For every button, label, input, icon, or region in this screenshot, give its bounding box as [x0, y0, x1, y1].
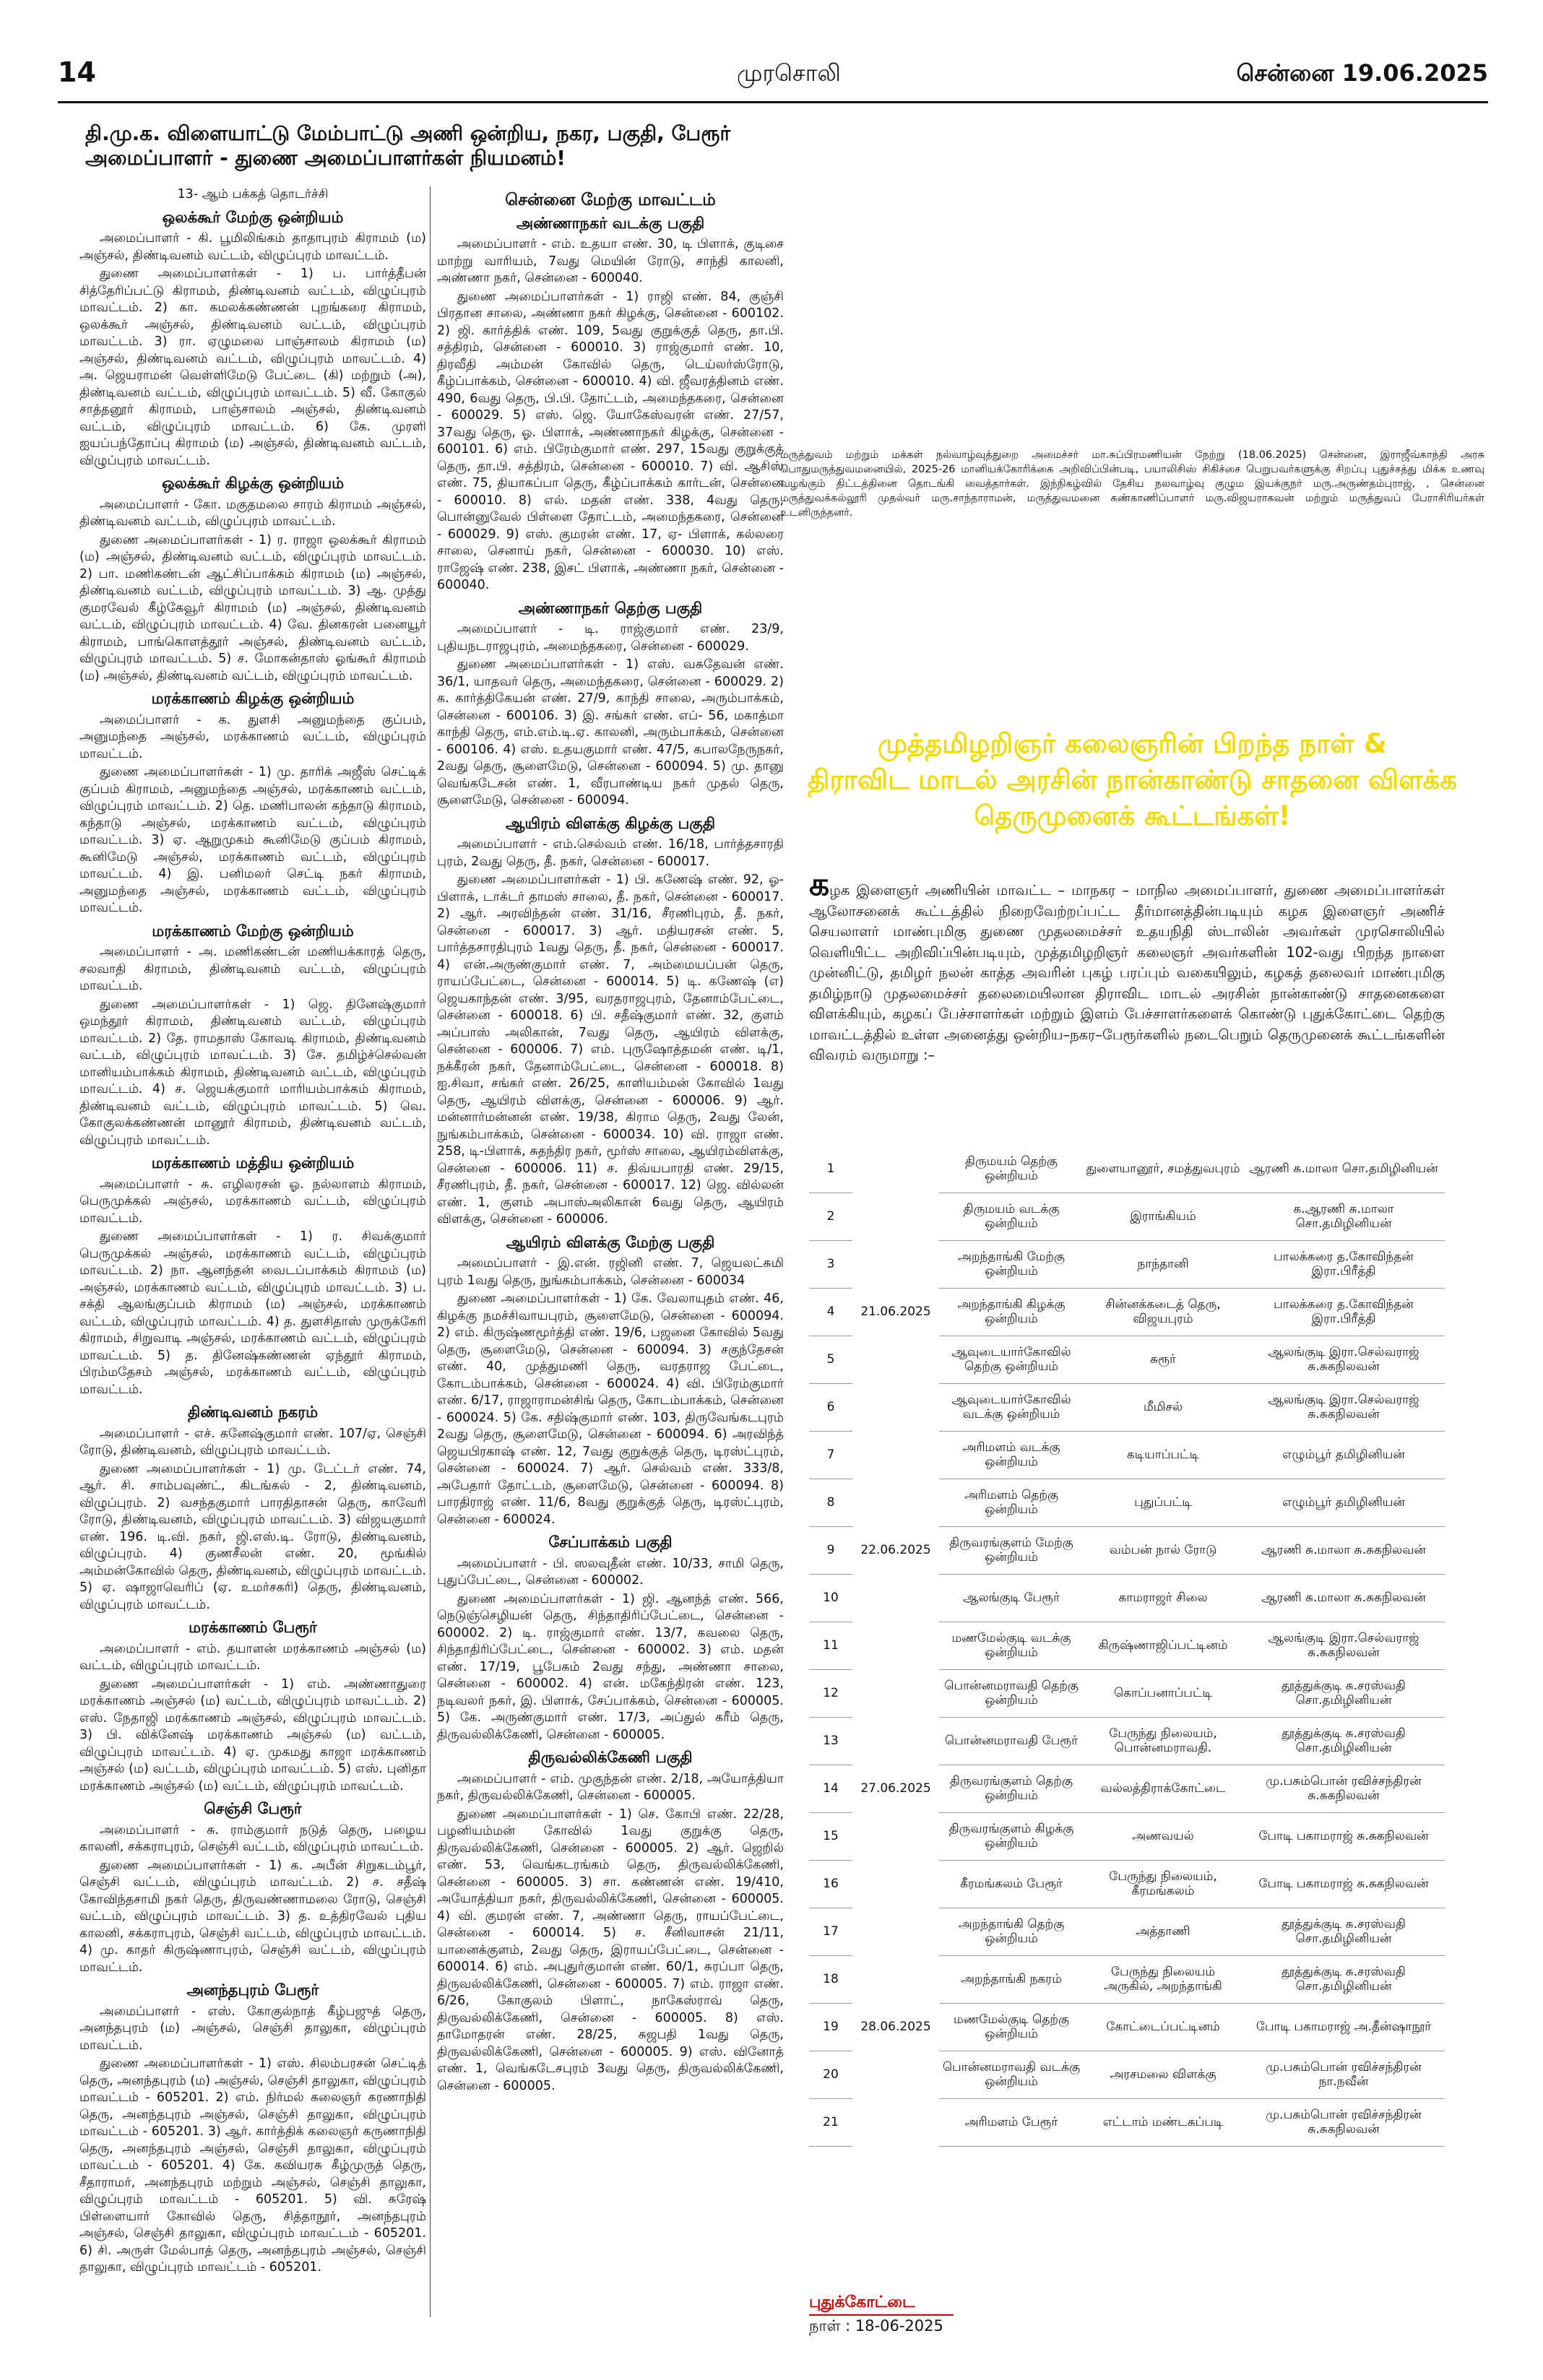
footer-rule — [809, 2314, 954, 2316]
row-place: மீமிசல் — [1084, 1383, 1242, 1431]
row-number: 13 — [809, 1717, 852, 1765]
row-place: வம்பன் நால் ரோடு — [1084, 1526, 1242, 1574]
row-speakers: போடி பகாமராஜ் சு.சுகநிலவன் — [1242, 1860, 1445, 1908]
row-place: அத்தாணி — [1084, 1908, 1242, 1955]
row-place: கொப்பனாப்பட்டி — [1084, 1669, 1242, 1717]
row-date — [852, 1860, 939, 1908]
row-number: 7 — [809, 1431, 852, 1479]
section-paragraph: அமைப்பாளர் - எம்.செல்வம் எண். 16/18, பார்த்தசாரதி புரம், 2வது தெரு, தீ. நகர், சென்னை - 600017. — [437, 837, 784, 869]
date-line: சென்னை 19.06.2025 — [1236, 59, 1488, 87]
section-paragraph: அமைப்பாளர் - எஸ். கோகுல்நாத் கீழ்பஜுத் தெரு, அனந்தபுரம் (ம) அஞ்சல், செஞ்சி தாலுகா, விழுப்புரம் மாவட்டம். — [79, 2004, 426, 2053]
schedule-row — [809, 1145, 1445, 1193]
section-paragraph: துணை அமைப்பாளர்கள் - 1) எஸ். வசுதேவன் எண். 36/1, யாதவர் தெரு, அமைந்தகரை, சென்னை - 600029. 2) க. கார்த்திகேயன் எண். 27/9, காந்தி சாலை, அரும்பாக்கம், சென்னை - 600106. 3) இ. சங்கர் எண். எப்- 56, மகாத்மா காந்தி தெரு, எம்.எம்.டி.ஏ. காலனி, அரும்பாக்கம், சென்னை - 600106. 4) எஸ். உதயகுமார் எண். 47/5, கபாலநேருநகர், 2வது தெரு, சூளைமேடு, சென்னை - 600094. 5) மு. தானு வெங்கடேசன் எண். 1, வீரபாண்டிய நகர் முதல் தெரு, சூளைமேடு, சென்னை - 600094. — [437, 657, 784, 808]
banner-line-2: திராவிட மாடல் அரசின் நான்காண்டு சாதனை விளக்க — [808, 764, 1457, 795]
column-2-sections — [437, 215, 784, 2095]
column-divider — [430, 186, 431, 2317]
row-speakers: மு.பசும்பொன் ரவிச்சந்திரன் நா.நவீன் — [1242, 2051, 1445, 2098]
row-union: அறந்தாங்கி கிழக்கு ஒன்றியம் — [939, 1288, 1084, 1336]
row-date: 27.06.2025 — [860, 1781, 931, 1796]
section-paragraph: துணை அமைப்பாளர்கள் - 1) பி. கணேஷ் எண். 92, ஓ-பிளாக், டாக்டர் தாமஸ் சாலை, தீ. நகர், சென்னை - 600017. 2) ஆர். அரவிந்தன் எண். 31/16, சீரணிபுரம், தீ. நகர், சென்னை - 600017. 3) ஆர். மதியரசன் எண். 5, பார்த்தசாரதிபுரம் 1வது தெரு, தீ. நகர், சென்னை - 600017. 4) என்.அருண்குமார் எண். 7, அம்மையப்பன் தெரு, ராயப்பேட்டை, சென்னை - 600014. 5) டி. கணேஷ் (எ) ஜெயகாந்தன் எண். 3/95, வரதராஜபுரம், தேனாம்பேட்டை, சென்னை - 600018. 6) பி. சதீஷ்குமார் எண். 32, குளம் அப்பாஸ் அலிகான், 7வது தெரு, ஆயிரம் விளக்கு, சென்னை - 600006. 7) எம். புருஷோத்தமன் எண். டி/1, நக்கீரன் நகர், தேனாம்பேட்டை, சென்னை - 600018. 8) ஐ.சிவா, சங்கர் எண். 26/25, காளியம்மன் கோவில் 1வது தெரு, ஆயிரம் விளக்கு, சென்னை - 600006. 9) ஆர். மன்னார்மன்னன் எண். 19/38, கிராம தெரு, 2வது லேன், நுங்கம்பாக்கம், சென்னை - 600034. 10) வி. ராஜா எண். 258, டி-பிளாக், சுதந்திர நகர், மூர்ஸ் சாலை, ஆயிரம்விளக்கு, சென்னை - 600006. 11) ச. திவ்யபாரதி எண். 29/15, சீரணிபுரம், தீ. நகர், சென்னை - 600017. 12) ஜெ. வில்லன் எண். 1, குளம் அபாஸ்அலிகான் 6வது தெரு, ஆயிரம் விளக்கு, சென்னை - 600006. — [437, 873, 784, 1226]
row-date — [852, 1622, 939, 1669]
row-union: திருமயம் வடக்கு ஒன்றியம் — [939, 1193, 1084, 1240]
schedule-row — [809, 1812, 1445, 1860]
row-union: கீரமங்கலம் பேரூர் — [939, 1860, 1084, 1908]
section-paragraph: துணை அமைப்பாளர்கள் - 1) ர. ராஜா ஒலக்கூர் கிராமம் (ம) அஞ்சல், திண்டிவனம் வட்டம், விழுப்புரம் மாவட்டம். 2) பா. மணிகண்டன் ஆட்சிப்பாக்கம் கிராமம் (ம) அஞ்சல், திண்டிவனம் வட்டம், விழுப்புரம் மாவட்டம். 3) ஆ. முத்து குமரவேல் கீழ்கேவூர் கிராமம் (ம) அஞ்சல், திண்டிவனம் வட்டம், விழுப்புரம் மாவட்டம். 4) வே. தினகரன் பனையூர் கிராமம், பாங்கொளத்தூர் அஞ்சல், திண்டிவனம் வட்டம், விழுப்புரம் மாவட்டம். 5) ச. மோகன்தாஸ் ஓங்கூர் கிராமம் (ம) அஞ்சல், திண்டிவனம் வட்டம், விழுப்புரம் மாவட்டம். — [79, 532, 426, 683]
section-paragraph: அமைப்பாளர் - சு. ராம்குமார் நடுத் தெரு, பழைய காலனி, சக்கராபுரம், செஞ்சி வட்டம், விழுப்புரம் மாவட்டம். — [79, 1822, 426, 1854]
row-speakers: எழும்பூர் தமிழினியன் — [1242, 1479, 1445, 1526]
row-place: பேருந்து நிலையம், கீரமங்கலம் — [1084, 1860, 1242, 1908]
section-paragraph: அமைப்பாளர் - எம். முகுந்தன் எண். 2/18, அயோத்தியா நகர், திருவல்லிக்கேணி, சென்னை - 600005. — [437, 1771, 784, 1803]
masthead — [58, 56, 1488, 90]
row-number: 3 — [809, 1240, 852, 1288]
footer-district: புதுக்கோட்டை — [809, 2293, 915, 2311]
row-date — [852, 1479, 939, 1526]
row-place: அரசமலை விளக்கு — [1084, 2051, 1242, 2098]
footer-date: நாள் : 18-06-2025 — [809, 2317, 943, 2334]
section-paragraph: துணை அமைப்பாளர்கள் - 1) செ. கோபி எண். 22/28, பழனியம்மன் கோவில் 1வது குறுக்கு தெரு, திருவல்லிக்கேணி, சென்னை - 600005. 2) ஆர். ஜெறில் எண். 53, வெங்கடரங்கம் தெரு, திருவல்லிக்கேணி, சென்னை - 600005. 3) சா. கண்ணன் எண். 19/410, அயோத்தியா நகர், திருவல்லிக்கேணி, சென்னை - 600005. 4) வி. குமரன் எண். 7, அண்ணா தெரு, ராயப்பேட்டை, சென்னை - 600014. 5) ச. சீனிவாசன் 21/11, யானைக்குளம், 2வது தெரு, இராயப்பேட்டை, சென்னை - 600014. 6) எம். அபுதுர்குமான் எண். 60/1, சுரப்பா தெரு, திருவல்லிக்கேணி, சென்னை - 600005. 7) எம். ராஜா எண். 6/26, கோகுலம் பிளாட், நாகேஸ்ராவ் தெரு, திருவல்லிக்கேணி, சென்னை - 600005. 8) எஸ். தாமோதரன் எண். 28/25, சுஜபதி 1வது தெரு, திருவல்லிக்கேணி, சென்னை - 600005. 9) எஸ். வினோத் எண். 1, வெங்கடேசபுரம் 3வது தெரு, திருவல்லிக்கேணி, சென்னை - 600005. — [437, 1806, 784, 2093]
row-date — [852, 2051, 939, 2098]
row-number: 12 — [809, 1669, 852, 1717]
row-speakers: ஆரணி சு.மாலா சு.சுகநிலவன் — [1242, 1526, 1445, 1574]
row-speakers: ஆரணி சு.மாலா சொ.தமிழினியன் — [1242, 1145, 1445, 1193]
row-union: திருவரங்குளம் தெற்கு ஒன்றியம் — [939, 1765, 1084, 1812]
section-title: அண்ணாநகர் வடக்கு பகுதி — [516, 214, 705, 232]
column-1 — [79, 186, 426, 2278]
section-title: திண்டிவனம் நகரம் — [188, 1403, 318, 1421]
schedule-row — [809, 1574, 1445, 1622]
row-date: 22.06.2025 — [860, 1543, 931, 1557]
row-number: 17 — [809, 1908, 852, 1955]
row-date — [852, 1812, 939, 1860]
section-paragraph: அமைப்பாளர் - பி. ஸலவுதீன் எண். 10/33, சாமி தெரு, புதுப்பேட்டை, சென்னை - 600002. — [437, 1556, 784, 1588]
row-place: எட்டாம் மண்டகப்படி — [1084, 2098, 1242, 2146]
row-speakers: தூத்துக்குடி சு.சரஸ்வதி சொ.தமிழினியன் — [1242, 1908, 1445, 1955]
row-speakers: போடி பகாமராஜ் சு.சுகநிலவன் — [1242, 1812, 1445, 1860]
row-number: 10 — [809, 1574, 852, 1622]
row-place: கடியாப்பட்டி — [1084, 1431, 1242, 1479]
schedule-row — [809, 1908, 1445, 1955]
row-union: பொன்னமராவதி தெற்கு ஒன்றியம் — [939, 1669, 1084, 1717]
row-speakers: பாலக்கரை த.கோவிந்தன் இரா.பிரீத்தி — [1242, 1240, 1445, 1288]
section-title: அண்ணாநகர் தெற்கு பகுதி — [518, 599, 703, 617]
row-union: பொன்னமராவதி வடக்கு ஒன்றியம் — [939, 2051, 1084, 2098]
row-number: 19 — [809, 2003, 852, 2051]
section-title: ஆயிரம் விளக்கு மேற்கு பகுதி — [506, 1233, 715, 1251]
row-union: அறந்தாங்கி தெற்கு ஒன்றியம் — [939, 1908, 1084, 1955]
row-speakers: பாலக்கரை த.கோவிந்தன் இரா.பிரீத்தி — [1242, 1288, 1445, 1336]
row-place: பேருந்து நிலையம், பொன்னமராவதி. — [1084, 1717, 1242, 1765]
schedule-row — [809, 2051, 1445, 2098]
schedule-row — [809, 1622, 1445, 1669]
section-title: ஆயிரம் விளக்கு கிழக்கு பகுதி — [505, 814, 716, 832]
row-union: பொன்னமராவதி பேரூர் — [939, 1717, 1084, 1765]
row-union: ஆவுடையார்கோவில் வடக்கு ஒன்றியம் — [939, 1383, 1084, 1431]
row-number: 18 — [809, 1955, 852, 2003]
row-number: 2 — [809, 1193, 852, 1240]
row-union: திருமயம் தெற்கு ஒன்றியம் — [939, 1145, 1084, 1193]
section-paragraph: துணை அமைப்பாளர்கள் - 1) ஜெ. தினேஷ்குமார் ஒமந்தூர் கிராமம், திண்டிவனம் வட்டம், விழுப்புரம் மாவட்டம். 2) தே. ராமதாஸ் கோவடி கிராமம், திண்டிவனம் வட்டம், விழுப்புரம் மாவட்டம். 3) சே. தமிழ்ச்செல்வன் மானியம்பாக்கம் கிராமம், திண்டிவனம் வட்டம், விழுப்புரம் மாவட்டம். 4) ச. ஜெயக்குமார் மாரியம்பாக்கம் கிராமம், திண்டிவனம் வட்டம், விழுப்புரம் மாவட்டம். 5) வெ. கோகுலக்கண்ணன் மானூர் கிராமம், திண்டிவனம் வட்டம், விழுப்புரம் மாவட்டம். — [79, 997, 426, 1148]
row-speakers: ஆலங்குடி இரா.செல்வராஜ் சு.சுகநிலவன் — [1242, 1622, 1445, 1669]
row-number: 8 — [809, 1479, 852, 1526]
row-date — [852, 1574, 939, 1622]
row-date — [852, 1669, 939, 1717]
section-paragraph: அமைப்பாளர் - டி. ராஜ்குமார் எண். 23/9, புதியநடராஜபுரம், அமைந்தகரை, சென்னை - 600029. — [437, 622, 784, 654]
schedule-row — [809, 2098, 1445, 2146]
page-number: 14 — [58, 56, 96, 88]
column-1-sections — [79, 209, 426, 2277]
section-paragraph: அமைப்பாளர் - எச். கனேஷ்குமார் எண். 107/ஏ, செஞ்சி ரோடு, திண்டிவனம், விழுப்புரம் மாவட்டம். — [79, 1426, 426, 1458]
schedule-row — [809, 1240, 1445, 1288]
row-number: 6 — [809, 1383, 852, 1431]
section-paragraph: துணை அமைப்பாளர்கள் - 1) எஸ். சிலம்பரசன் செட்டித் தெரு, அனந்தபுரம் (ம) அஞ்சல், செஞ்சி தாலுகா, விழுப்புரம் மாவட்டம் - 605201. 2) எம். நிர்மல் கலைஞர் கரணாநிதி தெரு, அனந்தபுரம் அஞ்சல், செஞ்சி தாலுகா, விழுப்புரம் மாவட்டம் - 605201. 3) ஆர். கார்த்திக் கலைஞர் கருணாநிதி தெரு, அனந்தபுரம் அஞ்சல், செஞ்சி தாலுகா, விழுப்புரம் மாவட்டம் - 605201. 4) கே. கவியரசு கீழ்முருத் தெரு, சீதாராமர், அனந்தபுரம் மற்றும் அஞ்சல், செஞ்சி தாலுகா, விழுப்புரம் மாவட்டம் - 605201. 5) வி. சுரேஷ் பிள்ளையார் கோவில் தெரு, சித்தாநூர், அனந்தபுரம் அஞ்சல், செஞ்சி தாலுகா, விழுப்புரம் மாவட்டம் - 605201. 6) சி. அருள் மேல்பாத் தெரு, அனந்தபுரம் அஞ்சல், செஞ்சி தாலுகா, விழுப்புரம் மாவட்டம் - 605201. — [79, 2056, 426, 2275]
section-paragraph: துணை அமைப்பாளர்கள் - 1) ர. சிவக்குமார் பெருமுக்கல் அஞ்சல், மரக்காணம் வட்டம், விழுப்புரம் மாவட்டம். 2) நா. ஆனந்தன் வைடப்பாக்கம் கிராமம் (ம) அஞ்சல், மரக்காணம் வட்டம், விழுப்புரம் மாவட்டம். 3) ப. சக்தி ஆலங்குப்பம் கிராமம் (ம) அஞ்சல், மரக்காணம் வட்டம், விழுப்புரம் மாவட்டம். 4) த. துளசிதாஸ் முருக்கேரி கிராமம், சிறுவாடி அஞ்சல், மரக்காணம் வட்டம், விழுப்புரம் மாவட்டம். 5) த. தினேஷ்கண்ணன் ஏந்தூர் கிராமம், பிரம்மதேசம் அஞ்சல், மரக்காணம் வட்டம், விழுப்புரம் மாவட்டம். — [79, 1229, 426, 1397]
row-place: புதுப்பட்டி — [1084, 1479, 1242, 1526]
row-date — [852, 1717, 939, 1765]
section-title: செஞ்சி பேரூர் — [204, 1800, 302, 1817]
row-date: 21.06.2025 — [860, 1304, 931, 1319]
row-number: 1 — [809, 1145, 852, 1193]
row-number: 11 — [809, 1622, 852, 1669]
section-paragraph: துணை அமைப்பாளர்கள் - 1) கே. வேலாயுதம் எண். 46, கிழக்கு நமச்சிவாயபுரம், சூளைமேடு, சென்னை - 600094. 2) எம். கிருஷ்ணமூர்த்தி எண். 19/6, பஜனை கோவில் 5வது தெரு, சூளைமேடு, சென்னை - 600094. 3) சகுந்தேசன் எண். 40, முத்துமணி தெரு, வரதராஜ பேட்டை, கோடம்பாக்கம், சென்னை - 600024. 4) வி. பிரேம்குமார் எண். 6/17, ராஜாராமன்சிங் தெரு, கோடம்பாக்கம், சென்னை - 600024. 5) கே. சதிஷ்குமார் எண். 103, திருவேங்கடபுரம் 2வது தெரு, சூளைமேடு, சென்னை - 600094. 6) அரவிந்த் ஜெயபிரகாஷ் எண். 12, 7வது குறுக்குத் தெரு, டிரஸ்ட்புரம், சென்னை - 600024. 7) ஆர். செல்வம் எண். 333/8, அபேதார் தோட்டம், சூளைமேடு, சென்னை - 600094. 8) பாரதிராஜ் எண். 11/6, 8வது குறுக்குத் தெரு, டிரஸ்ட்புரம், சென்னை - 600024. — [437, 1291, 784, 1527]
schedule-row — [809, 1526, 1445, 1574]
row-speakers: ஆரணி சு.மாலா சு.சுகநிலவன் — [1242, 1574, 1445, 1622]
section-title: மரக்காணம் மத்திய ஒன்றியம் — [151, 1154, 355, 1172]
row-place: நாந்தானி — [1084, 1240, 1242, 1288]
row-number: 5 — [809, 1336, 852, 1383]
section-paragraph: அமைப்பாளர் - எம். உதயா எண். 30, டி பிளாக், குடிசை மாற்று வாரியம், 7வது மெயின் ரோடு, சாந்தி காலனி, அண்ணா நகர், சென்னை - 600040. — [437, 237, 784, 285]
row-place: பேருந்து நிலையம் அருகில், அறந்தாங்கி — [1084, 1955, 1242, 2003]
row-union: ஆவுடையார்கோவில் தெற்கு ஒன்றியம் — [939, 1336, 1084, 1383]
row-union: மணமேல்குடி வடக்கு ஒன்றியம் — [939, 1622, 1084, 1669]
schedule-row — [809, 1193, 1445, 1240]
section-title: மரக்காணம் கிழக்கு ஒன்றியம் — [151, 690, 355, 707]
row-place: இராங்கியம் — [1084, 1193, 1242, 1240]
row-union: திருவரங்குளம் மேற்கு ஒன்றியம் — [939, 1526, 1084, 1574]
row-date — [852, 1193, 939, 1240]
banner-line-3: தெருமுனைக் கூட்டங்கள்! — [974, 800, 1291, 831]
row-date — [852, 1908, 939, 1955]
row-speakers: போடி பகாமராஜ் அ.தீன்ஷாநூர் — [1242, 2003, 1445, 2051]
row-union: மணமேல்குடி தெற்கு ஒன்றியம் — [939, 2003, 1084, 2051]
row-speakers: க.ஆரணி சு.மாலா சொ.தமிழினியன் — [1242, 1193, 1445, 1240]
row-speakers: ஆலங்குடி இரா.செல்வராஜ் சு.சுகநிலவன் — [1242, 1383, 1445, 1431]
schedule-row — [809, 1765, 1445, 1812]
section-title: திருவல்லிக்கேணி பகுதி — [528, 1749, 693, 1766]
schedule-row — [809, 1383, 1445, 1431]
section-paragraph: அமைப்பாளர் - சு. எழிலரசன் ஓ. நல்லாளம் கிராமம், பெருமுக்கல் அஞ்சல், மரக்காணம் வட்டம், விழுப்புரம் மாவட்டம். — [79, 1177, 426, 1226]
row-speakers: தூத்துக்குடி சு.சரஸ்வதி சொ.தமிழினியன் — [1242, 1669, 1445, 1717]
row-place: வல்லத்திராக்கோட்டை — [1084, 1765, 1242, 1812]
row-date — [852, 1145, 939, 1193]
row-speakers: மு.பசும்பொன் ரவிச்சந்திரன் சு.சுகநிலவன் — [1242, 1765, 1445, 1812]
schedule-row — [809, 1955, 1445, 2003]
row-date — [852, 1955, 939, 2003]
section-paragraph: துணை அமைப்பாளர்கள் - 1) ராஜி எண். 84, குஞ்சி பிரதான சாலை, அண்ணா நகர் கிழக்கு, சென்னை - 600102. 2) ஜி. கார்த்திக் எண். 109, 5வது குறுக்குத் தெரு, தா.பி. சத்திரம், சென்னை - 600010. 3) ராஜ்குமார் எண். 10, திரவீதி அம்மன் கோவில் தெரு, டெய்லர்ஸ்ரோடு, கீழ்ப்பாக்கம், சென்னை - 600010. 4) வி. ஜீவரத்தினம் எண். 490, 6வது தெரு, பி.பி. தோட்டம், அமைந்தகரை, சென்னை - 600029. 5) எஸ். ஜெ. யோகேஸ்வரன் எண். 27/57, 37வது தெரு, ஓ. பிளாக், அண்ணாநகர் கிழக்கு, சென்னை - 600101. 6) எம். பிரேம்குமார் எண். 297, 15வது குறுக்குத் தெரு, தா.பி. சத்திரம், சென்னை - 600010. 7) வி. ஆசிஸ் எண். 75, தியாகப்பா தெரு, கீழ்ப்பாக்கம் கார்டன், சென்னை - 600010. 8) எல். மதன் எண். 338, 4வது தெரு, பொன்னுவேல் பிள்ளை தோட்டம், அமைந்தகரை, சென்னை - 600029. 9) எஸ். குமரன் எண். 17, ஏ- பிளாக், கல்லரை சாலை, செனாய் நகர், சென்னை - 600030. 10) எஸ். ராஜேஷ் எண். 238, இசட் பிளாக், அண்ணா நகர், சென்னை - 600040. — [437, 289, 784, 592]
row-union: அறந்தாங்கி மேற்கு ஒன்றியம் — [939, 1240, 1084, 1288]
schedule-row — [809, 1479, 1445, 1526]
continued-note: 13- ஆம் பக்கத் தொடர்ச்சி — [177, 187, 329, 202]
section-paragraph: அமைப்பாளர் - இ.என். ரஜினி் எண். 7, ஜெயலட்சுமி புரம் 1வது தெரு, நுங்கம்பாக்கம், சென்னை - 600034 — [437, 1256, 784, 1288]
paper-name: முரசொலி — [737, 59, 841, 87]
row-union: அரிமளம் வடக்கு ஒன்றியம் — [939, 1431, 1084, 1479]
row-union: அரிமளம் தெற்கு ஒன்றியம் — [939, 1479, 1084, 1526]
row-speakers: எழும்பூர் தமிழினியன் — [1242, 1431, 1445, 1479]
schedule-row — [809, 1669, 1445, 1717]
row-date — [852, 1383, 939, 1431]
schedule-table — [809, 1145, 1445, 2147]
row-place: கிருஷ்ணாஜிப்பட்டினம் — [1084, 1622, 1242, 1669]
row-place: சின்னக்கடைத் தெரு, விஜயபுரம் — [1084, 1288, 1242, 1336]
masthead-rule — [58, 101, 1488, 103]
banner-line-1: முத்தமிழறிஞர் கலைஞரின் பிறந்த நாள் & — [877, 728, 1388, 759]
section-paragraph: துணை அமைப்பாளர்கள் - 1) எம். அண்ணாதுரை மரக்காணம் அஞ்சல் (ம) வட்டம், விழுப்புரம் மாவட்டம். 2) எஸ். நேதாஜி மரக்காணம் அஞ்சல், விழுப்புரம் மாவட்டம். 3) பி. விக்னேஷ் மரக்காணம் அஞ்சல் (ம) வட்டம், விழுப்புரம் மாவட்டம். 4) ஏ. முகமது காஜா மரக்காணம் அஞ்சல் (ம) வட்டம், விழுப்புரம் மாவட்டம். 5) எஸ். புனிதா மரக்காணம் அஞ்சல் (ம) வட்டம், விழுப்புரம் மாவட்டம். — [79, 1676, 426, 1793]
row-union: திருவரங்குளம் கிழக்கு ஒன்றியம் — [939, 1812, 1084, 1860]
event-banner — [780, 726, 1484, 834]
row-union: ஆலங்குடி பேரூர் — [939, 1574, 1084, 1622]
row-number: 9 — [809, 1526, 852, 1574]
schedule-row — [809, 2003, 1445, 2051]
headline: தி.மு.க. விளையாட்டு மேம்பாட்டு அணி ஒன்றிய, நகர, பகுதி, பேரூர் அமைப்பாளர் - துணை அமைப்பாளர்கள் நியமனம்! — [85, 121, 731, 170]
row-union: அறந்தாங்கி நகரம் — [939, 1955, 1084, 2003]
row-date — [852, 1336, 939, 1383]
schedule-row — [809, 1288, 1445, 1336]
intro-text: ழக இளைஞர் அணியின் மாவட்ட – மாநகர – மாநில அமைப்பாளர், துணை அமைப்பாளர்கள் ஆலோசனைக் கூட்டத்தில் நிறைவேற்றப்பட்ட தீர்மானத்தின்படியும் கழக இளைஞர் அணிச் செயலாளர் மாண்புமிகு துணை முதலமைச்சர் உதயநிதி ஸ்டாலின் அவர்கள் முரசொலியில் வெளியிட்ட அறிவிப்பின்படியும், முத்தமிழறிஞர் கலைஞர் அவர்களின் 102-வது பிறந்த நாளை முன்னிட்டு, தமிழர் நலன் காத்த அவரின் புகழ் பரப்பும் வகையிலும், கழகத் தலைவர் மாண்புமிகு தமிழ்நாடு முதலமைச்சர் தலைமையிலான திராவிட மாடல் அரசின் நான்காண்டு சாதனைகளை விளக்கியும், கழகப் பேச்சாளர்கள் மற்றும் இளம் பேச்சாளர்களைக் கொண்டு புதுக்கோட்டை தெற்கு மாவட்டத்தில் உள்ள அனைத்து ஒன்றிய–நகர–பேரூர்களில் நடைபெறும் தெருமுனைக் கூட்டங்களின் விவரம் வருமாறு :– — [809, 882, 1445, 1063]
schedule-row — [809, 1336, 1445, 1383]
section-paragraph: அமைப்பாளர் - எம். தயாளன் மரக்காணம் அஞ்சல் (ம) வட்டம், விழுப்புரம் மாவட்டம். — [79, 1641, 426, 1673]
row-number: 14 — [809, 1765, 852, 1812]
row-date — [852, 1431, 939, 1479]
row-number: 21 — [809, 2098, 852, 2146]
row-number: 16 — [809, 1860, 852, 1908]
photo-blank-area — [777, 108, 1485, 451]
row-number: 20 — [809, 2051, 852, 2098]
section-title: மரக்காணம் மேற்கு ஒன்றியம் — [152, 922, 354, 940]
row-date — [852, 2098, 939, 2146]
row-date: 28.06.2025 — [860, 2020, 931, 2034]
row-speakers: தூத்துக்குடி சு.சரஸ்வதி சொ.தமிழினியன் — [1242, 1717, 1445, 1765]
dropcap: க — [809, 866, 830, 903]
section-paragraph: துணை அமைப்பாளர்கள் - 1) ஜி. ஆனந்த் எண். 566, நெடுஞ்செழியன் தெரு, சிந்தாதிரிப்பேட்டை, சென்னை - 600002. 2) டி. ராஜ்குமார் எண். 13/7, கவலை தெரு, சிந்தாதிரிப்பேட்டை, சென்னை - 600002. 3) எம். மதன் எண். 17/19, பூபேகம் 2வது சந்து, அண்ணா சாலை, சென்னை - 600002. 4) என். மகேந்திரன் எண். 123, நடிவலர் நகர், இ. பிளாக், சேப்பாக்கம், சென்னை - 600005. 5) கே. அருண்குமார் எண். 17/3, அப்துல் கரீம் தெரு, திருவல்லிக்கேணி, சென்னை - 600005. — [437, 1591, 784, 1742]
row-number: 15 — [809, 1812, 852, 1860]
section-paragraph: அமைப்பாளர் - அ. மணிகண்டன் மணியக்காரத் தெரு, சலவாதி கிராமம், திண்டிவனம் வட்டம், விழுப்புரம் மாவட்டம். — [79, 945, 426, 993]
row-place: அணவயல் — [1084, 1812, 1242, 1860]
district-title: சென்னை மேற்கு மாவட்டம் — [505, 191, 716, 209]
schedule-row — [809, 1431, 1445, 1479]
row-place: சுரூர் — [1084, 1336, 1242, 1383]
section-paragraph: துணை அமைப்பாளர்கள் - 1) ப. பார்த்தீபன் சித்தேரிப்பட்டு கிராமம், திண்டிவனம் வட்டம், விழுப்புரம் மாவட்டம். 2) கா. கமலக்கண்ணன் புறங்கரை கிராமம், ஒலக்கூர் அஞ்சல், திண்டிவனம் வட்டம், விழுப்புரம் மாவட்டம். 3) ரா. ஏழுமலை பாஞ்சாலம் கிராமம் (ம) அஞ்சல், திண்டிவனம் வட்டம், விழுப்புரம் மாவட்டம். 4) அ. ஜெயராமன் வெள்ளிமேடு பேட்டை (கி) மற்றும் (அ), திண்டிவனம் வட்டம், விழுப்புரம் மாவட்டம். 5) வீ. கோகுல் சாத்தனூர் கிராமம், பாஞ்சாலம் அஞ்சல், திண்டிவனம் வட்டம், விழுப்புரம் மாவட்டம். 6) கே. முரளி ஐயப்பந்தோப்பு கிராமம் (ம) அஞ்சல், திண்டிவனம் வட்டம், விழுப்புரம் மாவட்டம். — [79, 267, 426, 468]
schedule-row — [809, 1717, 1445, 1765]
schedule-row — [809, 1860, 1445, 1908]
row-speakers: மு.பசும்பொன் ரவிச்சந்திரன் சு.சுகநிலவன் — [1242, 2098, 1445, 2146]
section-paragraph: துணை அமைப்பாளர்கள் - 1) மு. தாரிக் அஜீஸ் செட்டிக் குப்பம் கிராமம், அனுமந்தை அஞ்சல், மரக்காணம் வட்டம், விழுப்புரம் மாவட்டம். 2) தெ. மணிபாலன் கந்தாடு கிராமம், கந்தாடு அஞ்சல், மரக்காணம் வட்டம், விழுப்புரம் மாவட்டம். 3) ஏ. ஆறுமுகம் கூனிமேடு குப்பம் கிராமம், கூனிமேடு அஞ்சல், மரக்காணம் வட்டம், விழுப்புரம் மாவட்டம். 4) இ. பனிமலர் செட்டி நகர் கிராமம், அனுமந்தை அஞ்சல், மரக்காணம் வட்டம், விழுப்புரம் மாவட்டம். — [79, 765, 426, 915]
row-speakers: தூத்துக்குடி சு.சரஸ்வதி சொ.தமிழினியன் — [1242, 1955, 1445, 2003]
row-place: காமராஜர் சிலை — [1084, 1574, 1242, 1622]
row-number: 4 — [809, 1288, 852, 1336]
section-paragraph: அமைப்பாளர் - க. துளசி அனுமந்தை குப்பம், அனுமந்தை அஞ்சல், மரக்காணம் வட்டம், விழுப்புரம் மாவட்டம். — [79, 712, 426, 761]
section-paragraph: துணை அமைப்பாளர்கள் - 1) க. அபீன் சிறுகடம்பூர், செஞ்சி வட்டம், விழுப்புரம் மாவட்டம். 2) ச. சதீஷ் கோவிந்தசாமி நகர் தெரு, திருவண்ணாமலை ரோடு, செஞ்சி வட்டம், விழுப்புரம் மாவட்டம். 3) த. உத்திரவேல் புதிய காலனி, சக்கராபுரம், செஞ்சி வட்டம், விழுப்புரம் மாவட்டம். 4) மு. காதர் கிருஷ்ணாபுரம், செஞ்சி வட்டம், விழுப்புரம் மாவட்டம். — [79, 1858, 426, 1975]
section-paragraph: துணை அமைப்பாளர்கள் - 1) மு. டேட்டர் எண். 74, ஆர். சி. சாம்பவுண்ட், கிடங்கல் - 2, திண்டிவனம், விழுப்புரம். 2) வசந்தகுமார் பாரதிதாசன் தெரு, காவேரி ரோடு, திண்டிவனம், விழுப்புரம் மாவட்டம். 3) விஜயகுமார் எண். 196. டி.வி. நகர், ஜி.எஸ்.டி. ரோடு, திண்டிவனம், விழுப்புரம். 4) குணசீலன் எண். 20, மூங்கில் அம்மன்கோவில் தெரு, திண்டிவனம், விழுப்புரம் மாவட்டம். 5) ஏ. ஷாஜாவெரிப் (ஏ. உமர்சகரி) தெரு, திண்டிவனம், விழுப்புரம் மாவட்டம். — [79, 1461, 426, 1612]
row-place: கோட்டைப்பட்டினம் — [1084, 2003, 1242, 2051]
section-title: சேப்பாக்கம் பகுதி — [548, 1533, 673, 1551]
section-paragraph: அமைப்பாளர் - கோ. மகுதமலை சாரம் கிராமம் அஞ்சல், திண்டிவனம் வட்டம், விழுப்புரம் மாவட்டம். — [79, 497, 426, 529]
row-date — [852, 1240, 939, 1288]
intro-paragraph — [809, 866, 1445, 1066]
section-title: ஒலக்கூர் கிழக்கு ஒன்றியம் — [161, 475, 345, 492]
row-union: அரிமளம் பேரூர் — [939, 2098, 1084, 2146]
row-speakers: ஆலங்குடி இரா.செல்வராஜ் சு.சுகநிலவன் — [1242, 1336, 1445, 1383]
column-2 — [437, 186, 784, 2096]
section-title: அனந்தபுரம் பேரூர் — [186, 1981, 319, 1999]
row-place: துளையானூர், சமத்துவபுரம் — [1084, 1145, 1242, 1193]
photo-caption: மருத்துவம் மற்றும் மக்கள் நல்வாழ்வுத்துறை அமைச்சர் மா.சுப்பிரமணியன் நேற்று (18.06.2025) சென்னை, இராஜீவ்காந்தி அரசு பொதுமருத்துவமனையில், 2025-26 மானியக்கோரிக்கை அறிவிப்பின்படி, பயாலிசிஸ் சிகிச்சை பெறுபவர்களுக்கு சிறப்பு புதுச்சத்து மிக்க உணவு வழங்கும் திட்டத்தினை தொடங்கி வைத்தார்கள். இந்நிகழ்வில் தேசிய நலவாழ்வு குழும இயக்குநர் மரு.அருண்தம்புராஜ், , சென்னை மருத்துவக்கல்லூரி முதல்வர் மரு.சாந்தாராமன், மருத்துவமனை கண்காணிப்பாளர் மரு.விஜயராகவன் மற்றும் மருத்துவப் பேராசிரியர்கள் உடனிருந்தனர். — [780, 449, 1484, 519]
section-paragraph: அமைப்பாளர் - கி. பூமிலிங்கம் தாதாபுரம் கிராமம் (ம) அஞ்சல், திண்டிவனம் வட்டம், விழுப்புரம் மாவட்டம். — [79, 231, 426, 263]
section-title: மரக்காணம் பேரூர் — [189, 1619, 317, 1636]
section-title: ஒலக்கூர் மேற்கு ஒன்றியம் — [162, 208, 344, 226]
